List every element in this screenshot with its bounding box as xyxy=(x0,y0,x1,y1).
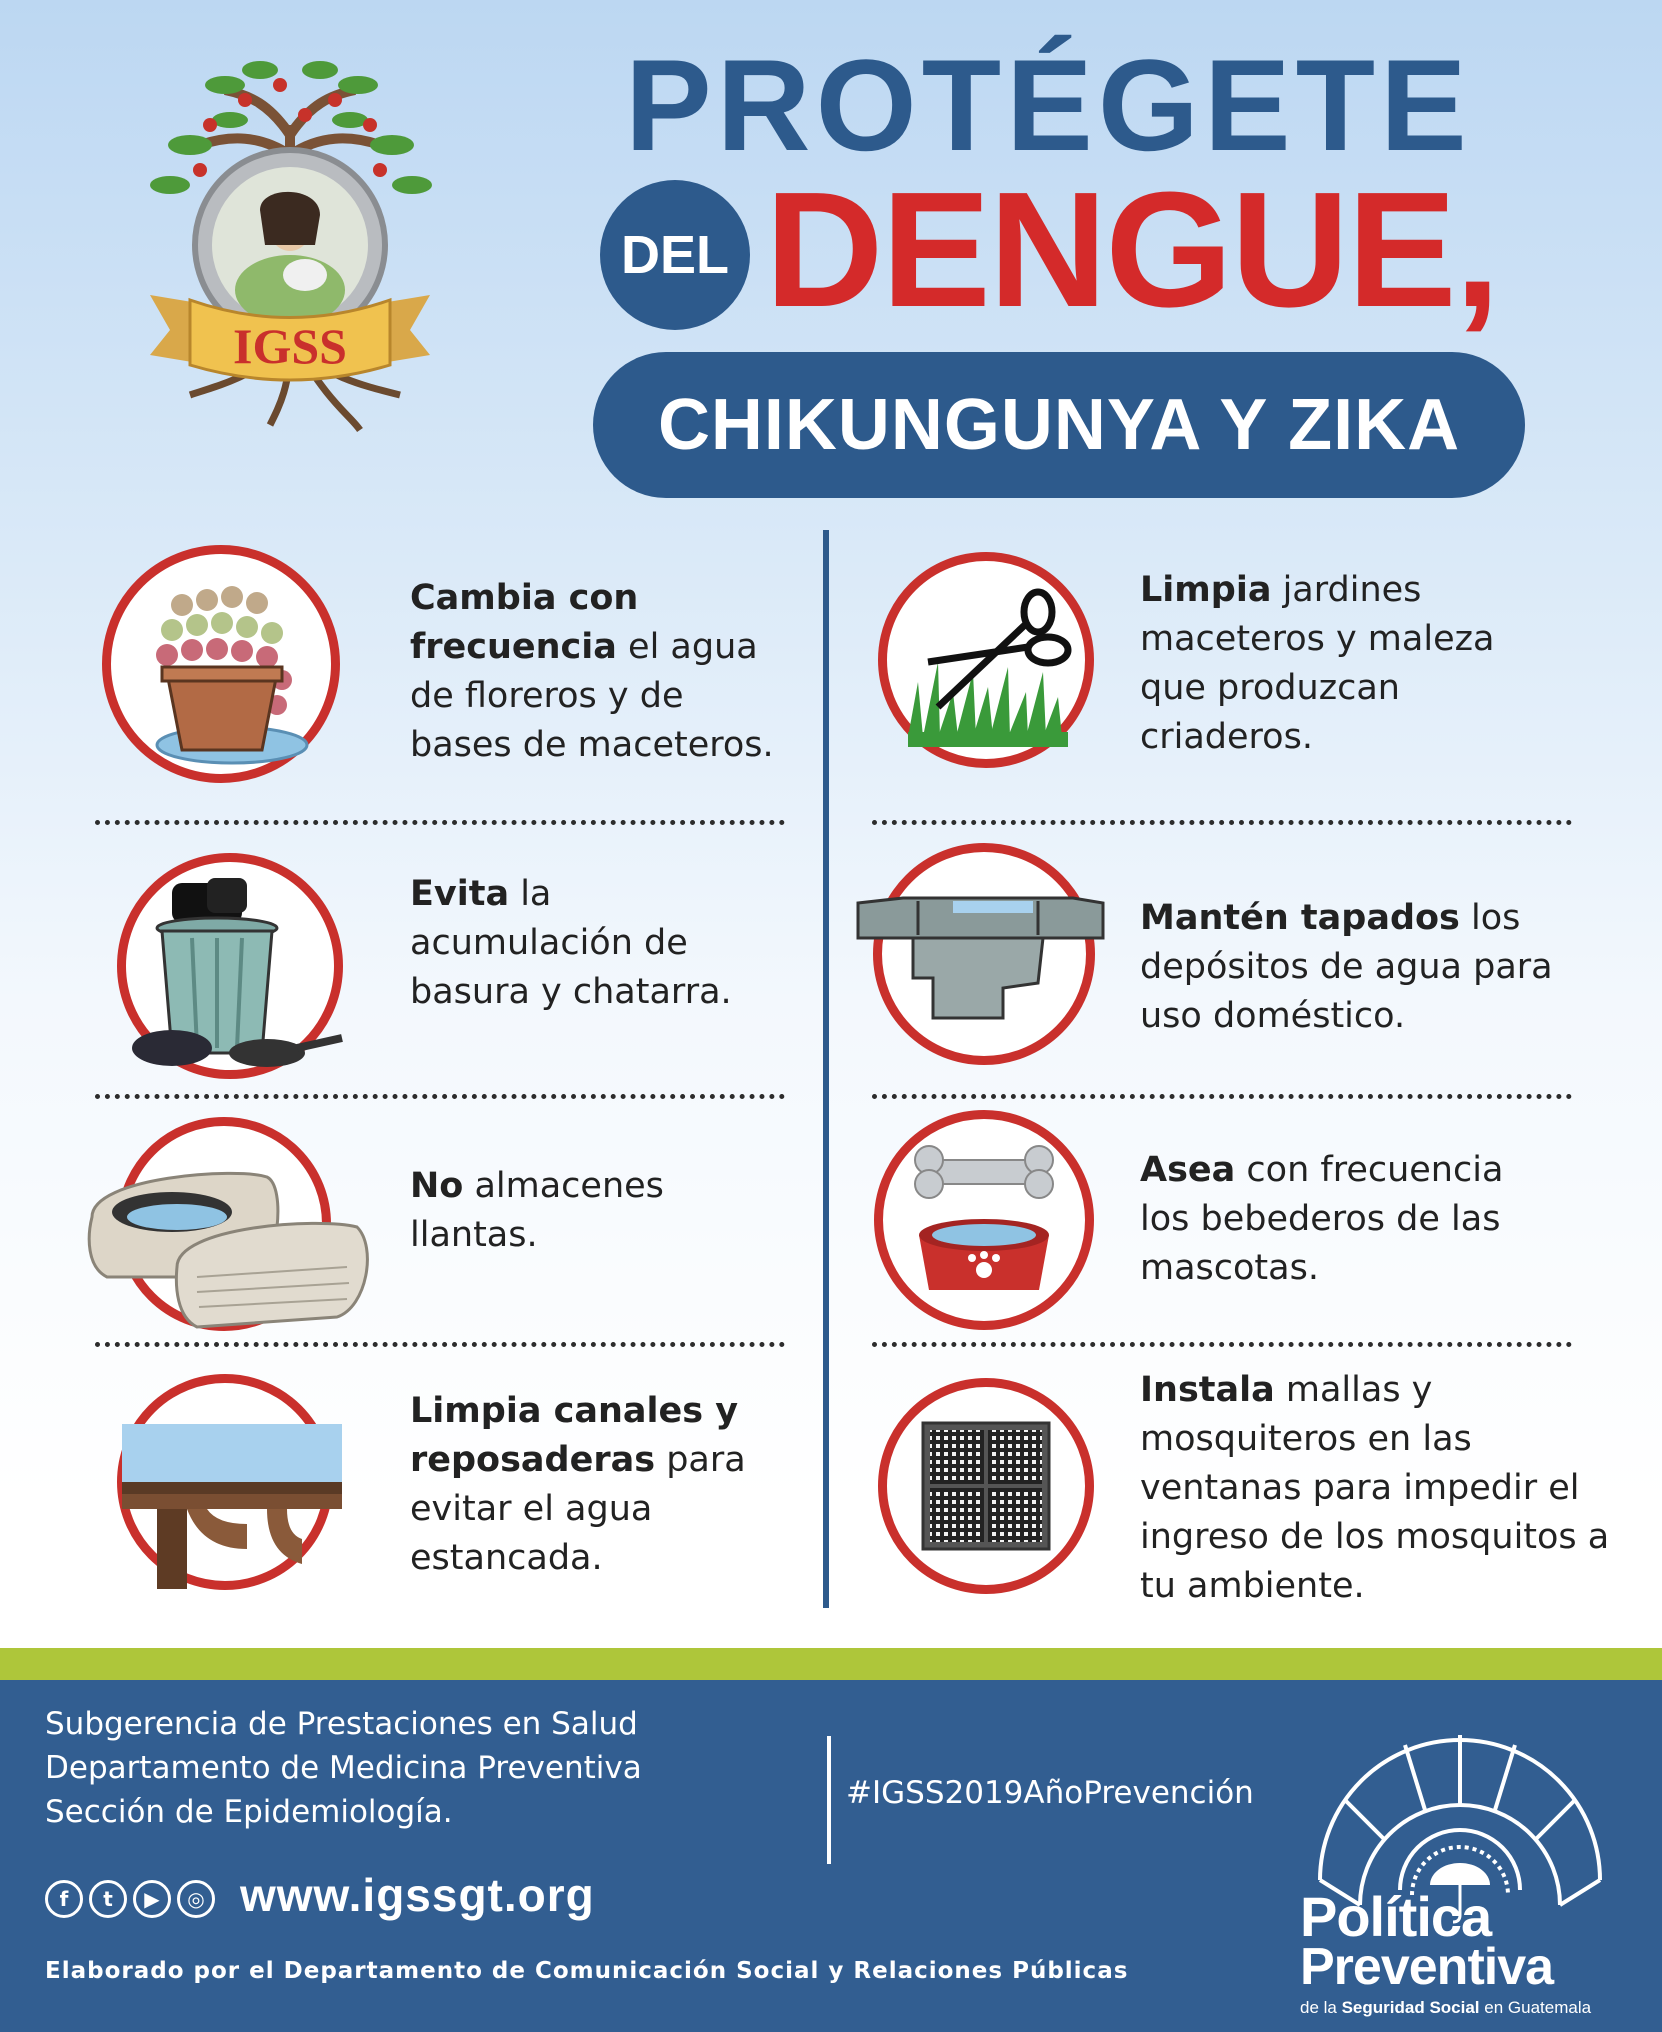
footer-divider xyxy=(827,1736,831,1864)
pp-sub-a: de la xyxy=(1300,1998,1342,2017)
pp-sub-c: en Guatemala xyxy=(1479,1998,1592,2017)
right-item-3-text xyxy=(1140,1146,1560,1293)
tires-icon xyxy=(117,1117,331,1331)
right-item-3-rest: con frecuencia los bebederos de las mascotas. xyxy=(1140,1150,1504,1288)
right-item-4-bold: Instala xyxy=(1140,1370,1275,1410)
left-item-2-text xyxy=(410,870,740,1017)
facebook-icon[interactable]: f xyxy=(45,1880,83,1918)
right-separator-2 xyxy=(872,1094,1572,1099)
left-item-1-bold: Cambia con frecuencia xyxy=(410,578,639,667)
right-item-1-text xyxy=(1140,566,1560,762)
right-item-4-text xyxy=(1140,1366,1610,1611)
left-item-2-bold: Evita xyxy=(410,874,510,914)
website-link[interactable]: www.igssgt.org xyxy=(240,1869,595,1921)
pp-line-1: Política xyxy=(1300,1885,1492,1948)
right-item-2-text xyxy=(1140,894,1560,1041)
credit-text: Elaborado por el Departamento de Comunicación Social y Relaciones Públicas xyxy=(45,1958,1129,1984)
title-dengue: DENGUE, xyxy=(765,158,1499,341)
youtube-icon[interactable]: ▶ xyxy=(133,1880,171,1918)
pet-bowl-icon xyxy=(874,1110,1094,1330)
trash-can-icon xyxy=(117,853,343,1079)
left-separator-1 xyxy=(95,820,785,825)
left-item-4-rest: para evitar el agua estancada. xyxy=(410,1440,746,1578)
igss-logo-text: IGSS xyxy=(233,318,347,374)
igss-logo xyxy=(130,45,450,435)
politica-preventiva-title xyxy=(1300,1885,1554,1997)
twitter-icon[interactable]: t xyxy=(89,1880,127,1918)
left-item-1-text xyxy=(410,574,790,770)
right-item-1-rest: jardines maceteros y maleza que produzcan criaderos. xyxy=(1140,570,1495,757)
scissors-grass-icon xyxy=(878,552,1094,768)
subtitle-pill: CHIKUNGUNYA Y ZIKA xyxy=(593,352,1525,498)
left-item-4-bold: Limpia canales y reposaderas xyxy=(410,1391,739,1480)
pp-subtitle xyxy=(1300,1998,1591,2018)
right-item-1-bold: Limpia xyxy=(1140,570,1272,610)
pp-line-2: Preventiva xyxy=(1300,1938,1554,1997)
right-item-4-rest: mallas y mosquiteros en las ventanas para impedir el ingreso de los mosquitos a tu ambiente. xyxy=(1140,1370,1610,1606)
column-divider xyxy=(823,530,829,1608)
footer-line-3: Sección de Epidemiología. xyxy=(45,1794,453,1830)
pp-sub-b: Seguridad Social xyxy=(1341,1998,1480,2017)
social-icons xyxy=(45,1880,215,1918)
window-screen-icon xyxy=(878,1378,1094,1594)
title-del-circle: DEL xyxy=(600,180,750,330)
left-item-3-rest: almacenes llantas. xyxy=(410,1166,664,1255)
left-item-3-text xyxy=(410,1162,740,1260)
gutter-icon xyxy=(117,1374,333,1590)
right-separator-1 xyxy=(872,820,1572,825)
right-item-3-bold: Asea xyxy=(1140,1150,1236,1190)
left-item-2-rest: la acumulación de basura y chatarra. xyxy=(410,874,732,1012)
left-separator-2 xyxy=(95,1094,785,1099)
left-separator-3 xyxy=(95,1342,785,1347)
left-item-3-bold: No xyxy=(410,1166,464,1206)
left-item-1-rest: el agua de floreros y de bases de maceteros. xyxy=(410,627,774,765)
footer-line-1: Subgerencia de Prestaciones en Salud xyxy=(45,1706,638,1742)
green-bar xyxy=(0,1648,1662,1680)
water-tank-icon xyxy=(873,843,1095,1065)
right-separator-3 xyxy=(872,1342,1572,1347)
flower-pot-icon xyxy=(102,545,340,783)
title-protegete: PROTÉGETE xyxy=(625,32,1472,178)
right-item-2-bold: Mantén tapados xyxy=(1140,898,1460,938)
hashtag: #IGSS2019AñoPrevención xyxy=(846,1775,1254,1811)
instagram-icon[interactable]: ◎ xyxy=(177,1880,215,1918)
right-item-2-rest: los depósitos de agua para uso doméstico. xyxy=(1140,898,1553,1036)
footer-line-2: Departamento de Medicina Preventiva xyxy=(45,1750,642,1786)
left-item-4-text xyxy=(410,1387,800,1583)
